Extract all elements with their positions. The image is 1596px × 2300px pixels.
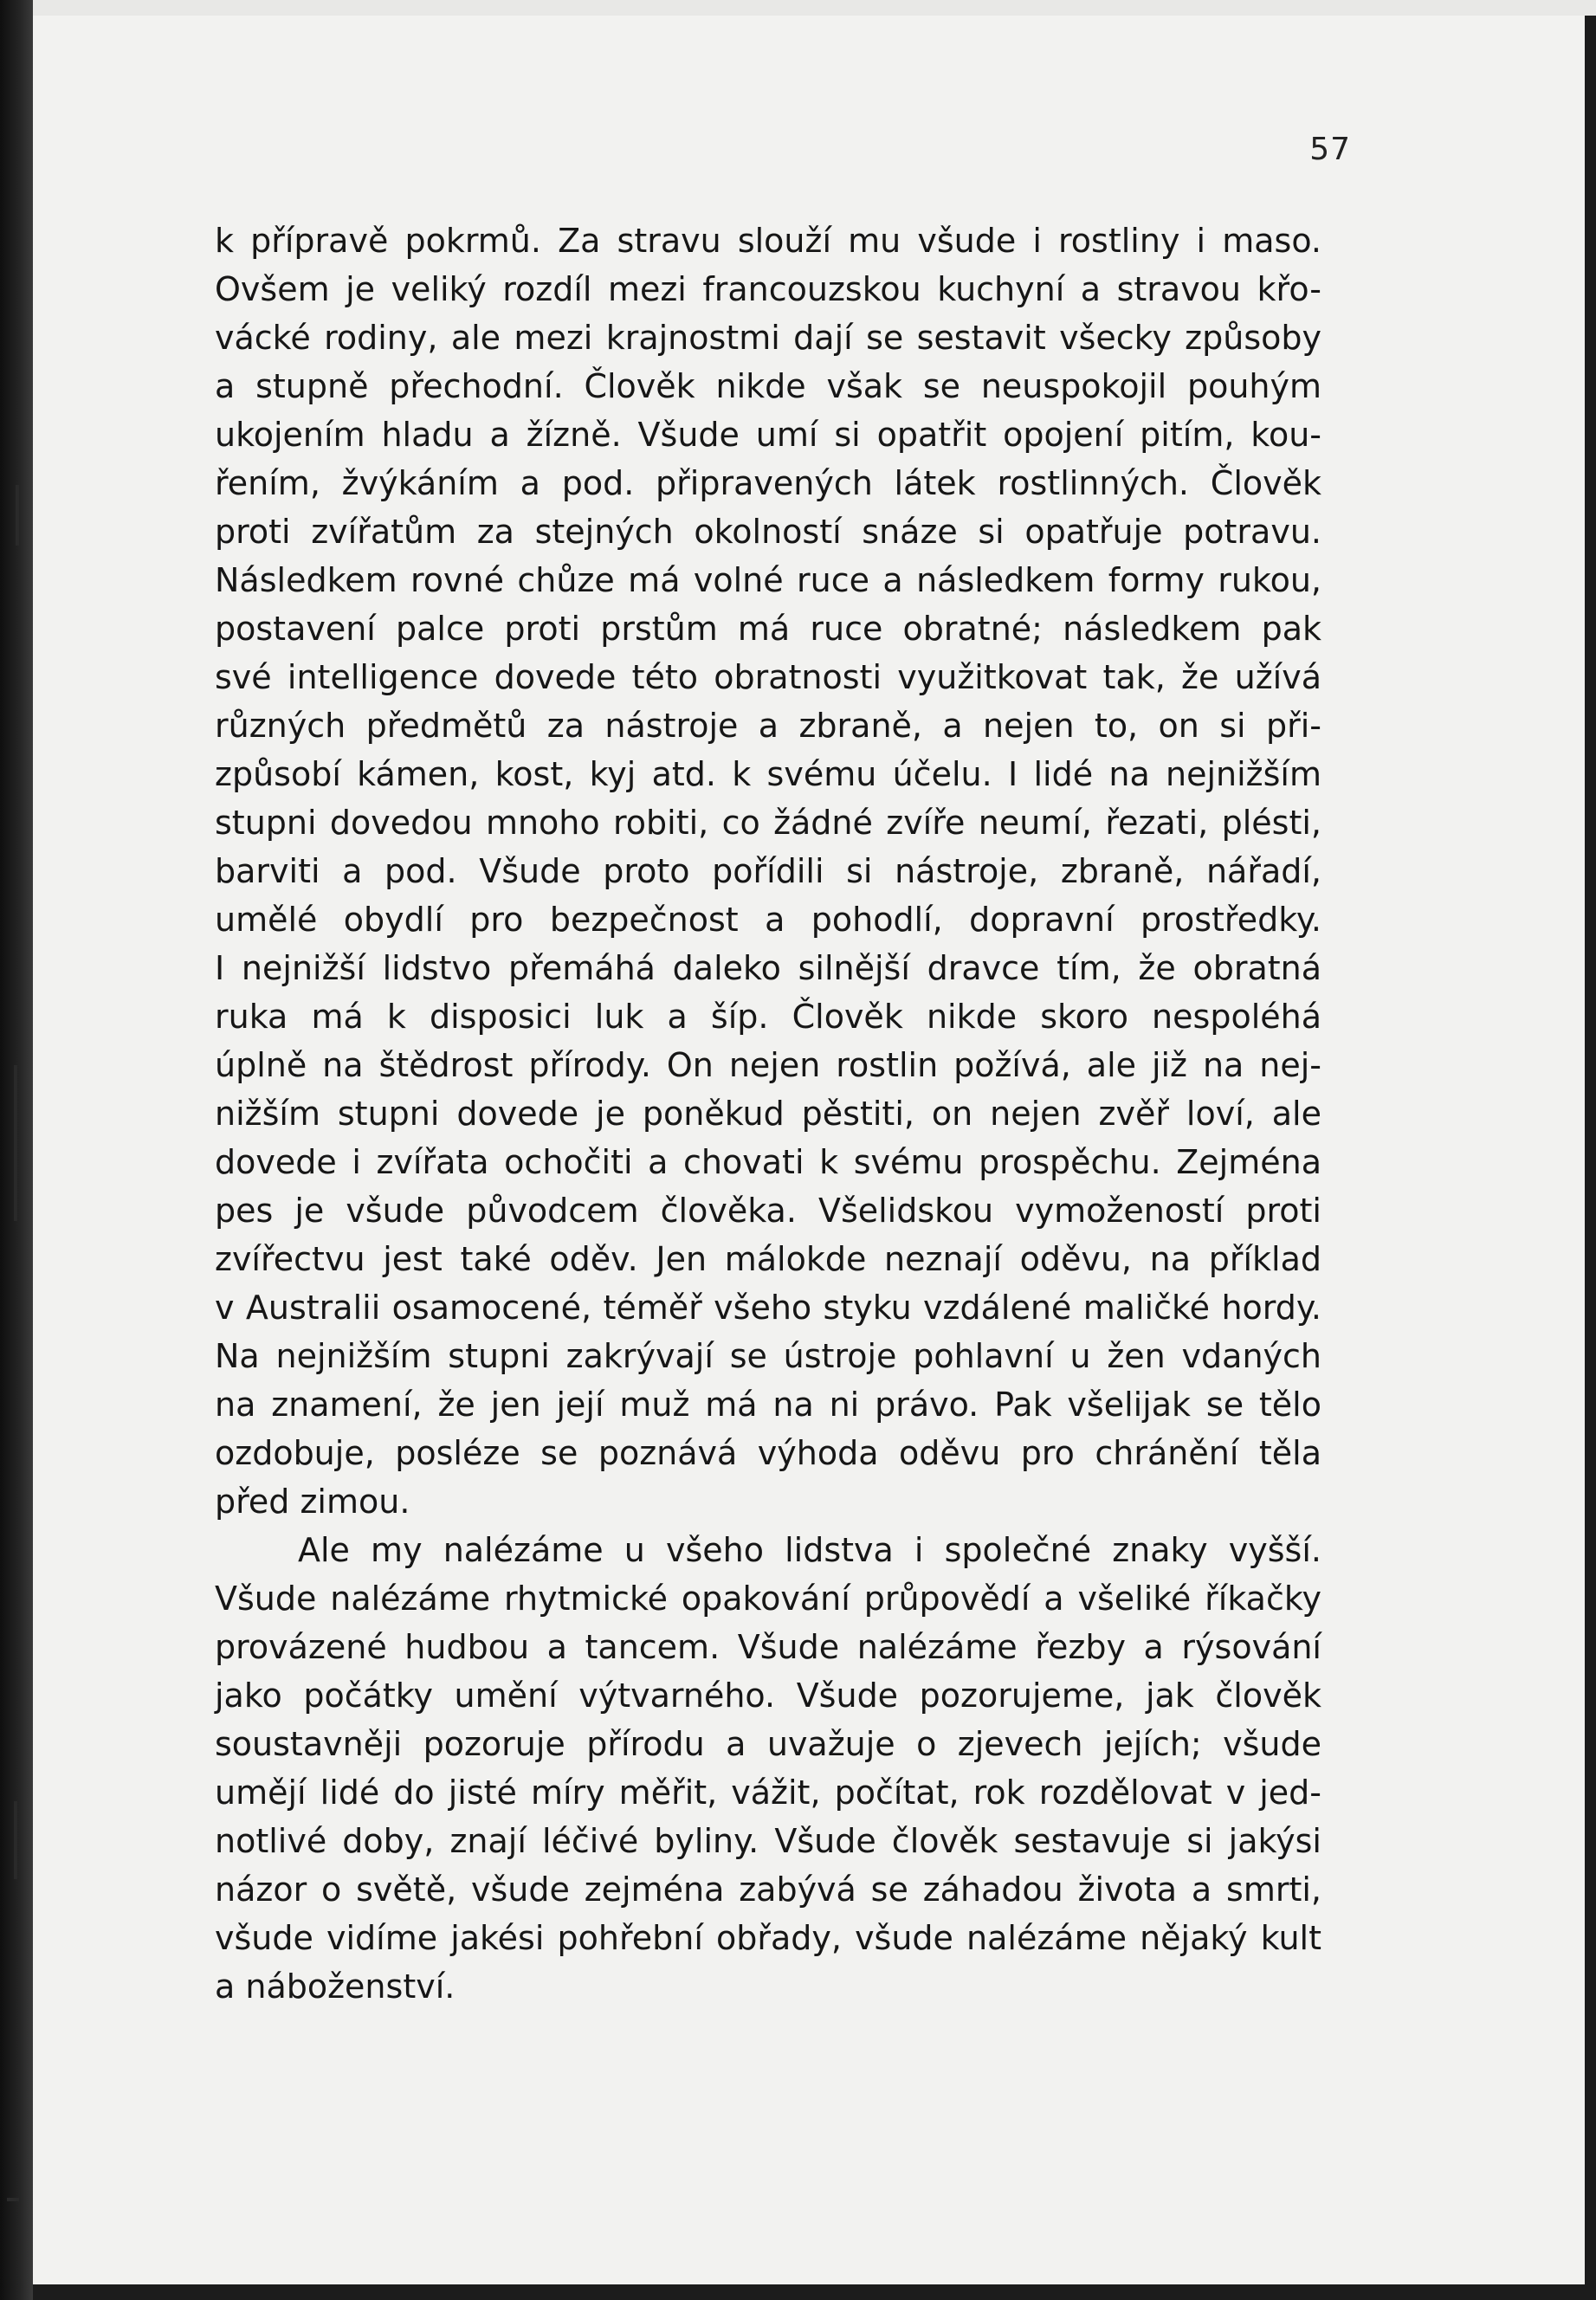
- text-line: k přípravě pokrmů. Za stravu slouží mu všude i rostliny i maso.: [215, 222, 1321, 260]
- text-line: I nejnižší lidstvo přemáhá daleko silnější dravce tím, že obratná: [215, 949, 1321, 987]
- margin-mark: [7, 2198, 19, 2201]
- text-line: před zimou.: [215, 1483, 410, 1521]
- text-line: řením, žvýkáním a pod. připravených látek rostlinných. Člověk: [215, 464, 1321, 502]
- page-number: 57: [1309, 132, 1351, 167]
- text-line: ozdobuje, posléze se poznává výhoda oděvu pro chránění těla: [215, 1434, 1321, 1472]
- text-line: a náboženství.: [215, 1967, 456, 2006]
- text-line: dovede i zvířata ochočiti a chovati k svému prospěchu. Zejména: [215, 1143, 1321, 1181]
- paragraph: [215, 216, 1321, 1526]
- text-line: proti zvířatům za stejných okolností snáze si opatřuje potravu.: [215, 513, 1321, 551]
- text-line: Ale my nalézáme u všeho lidstva i společné znaky vyšší.: [298, 1531, 1321, 1569]
- text-line: úplně na štědrost přírody. On nejen rostlin požívá, ale již na nej-: [215, 1046, 1321, 1084]
- text-line: na znamení, že jen její muž má na ni právo. Pak všelijak se tělo: [215, 1386, 1321, 1424]
- text-line: názor o světě, všude zejména zabývá se záhadou života a smrti,: [215, 1870, 1321, 1909]
- text-line: soustavněji pozoruje přírodu a uvažuje o zjevech jejích; všude: [215, 1725, 1321, 1763]
- text-line: různých předmětů za nástroje a zbraně, a nejen to, on si při-: [215, 707, 1321, 745]
- text-line: jako počátky umění výtvarného. Všude pozorujeme, jak člověk: [215, 1677, 1321, 1715]
- text-line: notlivé doby, znají léčivé byliny. Všude člověk sestavuje si jakýsi: [215, 1822, 1321, 1860]
- body-text: [215, 216, 1321, 2011]
- text-line: postavení palce proti prstům má ruce obratné; následkem pak: [215, 610, 1321, 648]
- text-line: způsobí kámen, kost, kyj atd. k svému účelu. I lidé na nejnižším: [215, 755, 1321, 793]
- text-line: ruka má k disposici luk a šíp. Člověk nikde skoro nespoléhá: [215, 998, 1321, 1036]
- margin-mark: [14, 1065, 17, 1221]
- page-top-edge: [33, 0, 1596, 16]
- text-line: Následkem rovné chůze má volné ruce a následkem formy rukou,: [215, 561, 1321, 599]
- text-line: umějí lidé do jisté míry měřit, vážit, počítat, rok rozdělovat v jed-: [215, 1773, 1321, 1812]
- text-line: zvířectvu jest také oděv. Jen málokde neznají oděvu, na příklad: [215, 1240, 1321, 1278]
- text-line: pes je všude původcem člověka. Všelidskou vymožeností proti: [215, 1192, 1321, 1230]
- margin-mark: [16, 485, 19, 546]
- text-line: umělé obydlí pro bezpečnost a pohodlí, dopravní prostředky.: [215, 901, 1321, 939]
- paragraph: [215, 1526, 1321, 2011]
- text-line: stupni dovedou mnoho robiti, co žádné zvíře neumí, řezati, plésti,: [215, 804, 1321, 842]
- text-line: a stupně přechodní. Člověk nikde však se neuspokojil pouhým: [215, 367, 1321, 405]
- text-line: ukojením hladu a žízně. Všude umí si opatřit opojení pitím, kou-: [215, 416, 1321, 454]
- text-line: Všude nalézáme rhytmické opakování průpovědí a všeliké říkačky: [215, 1580, 1321, 1618]
- text-line: všude vidíme jakési pohřební obřady, všude nalézáme nějaký kult: [215, 1919, 1321, 1957]
- text-line: své intelligence dovede této obratnosti využitkovat tak, že užívá: [215, 658, 1321, 696]
- text-line: v Australii osamocené, téměř všeho styku vzdálené maličké hordy.: [215, 1289, 1321, 1327]
- text-line: nižším stupni dovede je poněkud pěstiti, on nejen zvěř loví, ale: [215, 1095, 1321, 1133]
- text-line: vácké rodiny, ale mezi krajnostmi dají se sestavit všecky způsoby: [215, 319, 1321, 357]
- text-line: barviti a pod. Všude proto pořídili si nástroje, zbraně, nářadí,: [215, 852, 1321, 890]
- text-line: provázené hudbou a tancem. Všude nalézáme řezby a rýsování: [215, 1628, 1321, 1666]
- text-line: Ovšem je veliký rozdíl mezi francouzskou kuchyní a stravou křo-: [215, 270, 1321, 308]
- margin-mark: [14, 1801, 17, 1879]
- text-line: Na nejnižším stupni zakrývají se ústroje pohlavní u žen vdaných: [215, 1337, 1321, 1375]
